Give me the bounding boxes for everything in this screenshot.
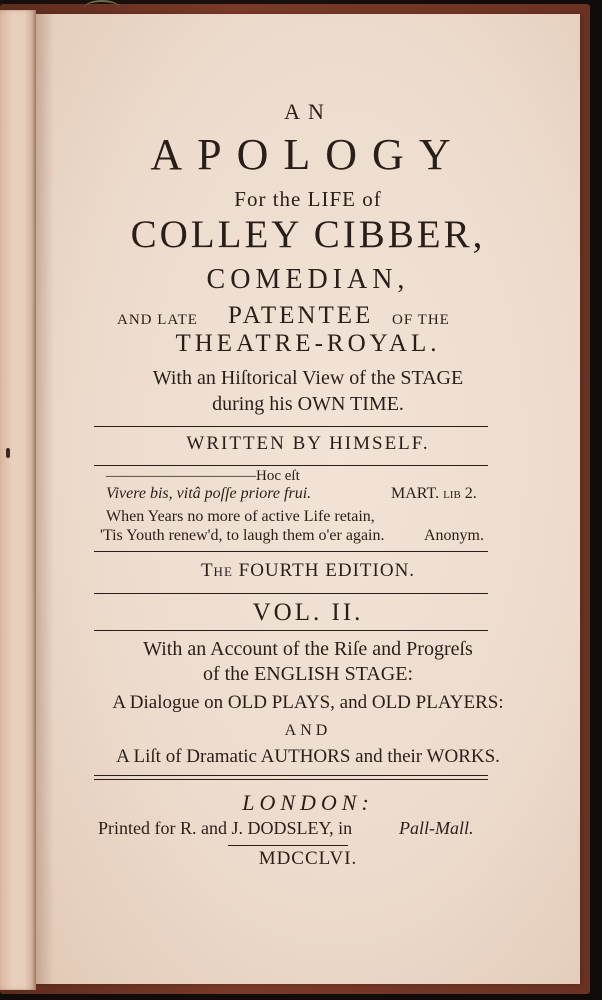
- title-for-the-life: For the LIFE of: [234, 187, 382, 211]
- contents-line-3: A Dialogue on OLD PLAYS, and OLD PLAYERS:: [112, 692, 504, 713]
- written-by-himself: WRITTEN BY HIMSELF.: [186, 433, 430, 454]
- rule-3: [94, 551, 488, 552]
- imprint-pall-mall: Pall-Mall.: [399, 818, 474, 838]
- epigraph-translation-1: When Years no more of active Life retain,: [106, 508, 375, 525]
- imprint-london: LONDON:: [242, 790, 374, 815]
- title-of-the: OF THE: [392, 312, 450, 328]
- epigraph-mart: MART. lib 2.: [391, 485, 477, 502]
- epigraph-vivere: Vivere bis, vitâ poſſe priore frui.: [106, 485, 312, 502]
- contents-line-1: With an Account of the Riſe and Progreſs: [143, 638, 473, 660]
- title-during-own-time: during his OWN TIME.: [212, 393, 404, 415]
- contents-and: AND: [284, 722, 332, 739]
- title-colley-cibber: COLLEY CIBBER,: [130, 213, 486, 256]
- rule-1: [94, 426, 488, 427]
- contents-line-4: A Liſt of Dramatic AUTHORS and their WORKS.: [116, 746, 500, 767]
- epigraph-anonym: Anonym.: [424, 527, 484, 544]
- title-an: AN: [284, 99, 332, 124]
- page-edges: [0, 10, 36, 990]
- short-rule: [228, 845, 348, 846]
- edge-spot: [6, 448, 10, 458]
- rule-4: [94, 593, 488, 594]
- title-apology: APOLOGY: [150, 130, 466, 179]
- rule-2: [94, 465, 488, 466]
- title-patentee: PATENTEE: [228, 302, 374, 329]
- epigraph-hoc-est: ——————————Hoc eſt: [106, 468, 300, 484]
- title-historical-view: With an Hiſtorical View of the STAGE: [152, 367, 464, 389]
- title-theatre-royal: THEATRE-ROYAL.: [175, 330, 441, 357]
- volume: VOL. II.: [252, 599, 364, 626]
- title-comedian: COMEDIAN,: [206, 264, 410, 295]
- contents-line-2: of the ENGLISH STAGE:: [202, 663, 414, 685]
- double-rule: [94, 775, 488, 780]
- imprint-date: MDCCLVI.: [258, 848, 358, 869]
- imprint-printed-for: Printed for R. and J. DODSLEY, in: [98, 818, 353, 838]
- edition: The FOURTH EDITION.: [200, 560, 416, 581]
- title-and-late: AND LATE: [117, 312, 198, 328]
- rule-5: [94, 630, 488, 631]
- epigraph-translation-2: 'Tis Youth renew'd, to laugh them o'er again.: [100, 527, 385, 544]
